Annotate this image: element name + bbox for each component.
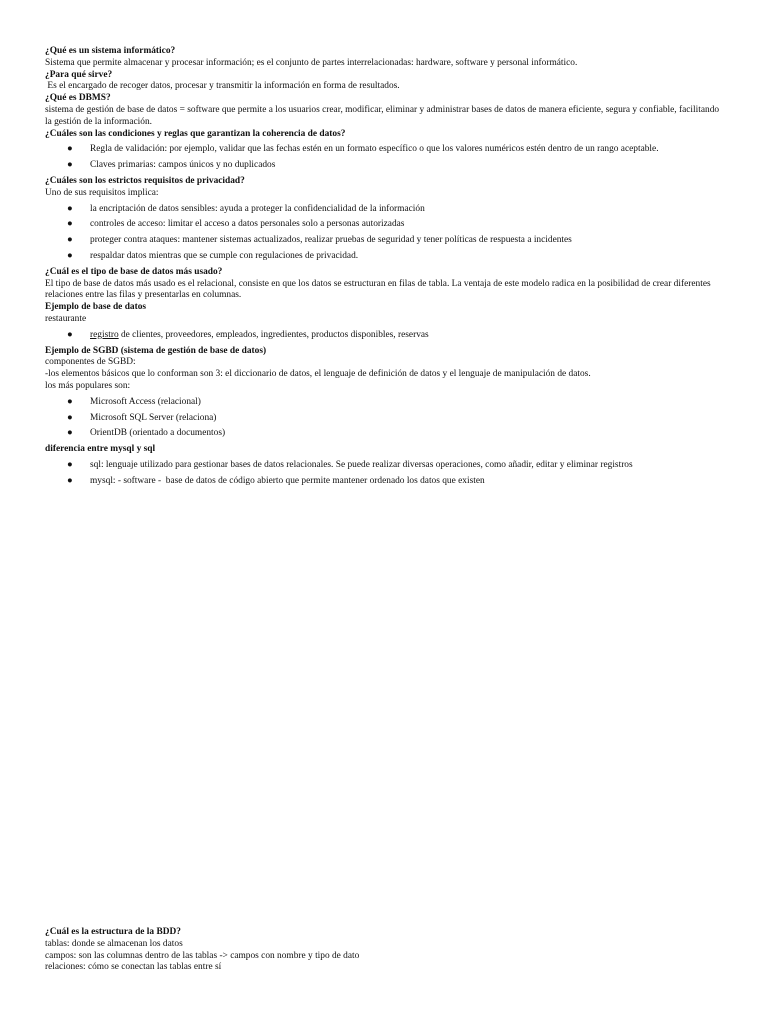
- list-ejemplo-base-datos: [45, 330, 725, 342]
- underlined-word: registro: [90, 329, 119, 340]
- bullet-icon: ●: [67, 203, 73, 214]
- list-item: ● registro de clientes, proveedores, empleados, ingredientes, productos disponibles, reservas: [67, 329, 429, 340]
- list-item: ● sql: lenguaje utilizado para gestionar bases de datos relacionales. Se puede realizar diversas operaciones, como añadir, editar y eliminar registros: [67, 459, 633, 470]
- document-footer-section: [45, 927, 725, 974]
- text-dbms: sistema de gestión de base de datos = software que permite a los usuarios crear, modificar, eliminar y administrar bases de datos de manera eficiente, segura y confiable, facilitando la gestión de la información.: [45, 104, 720, 127]
- text-estructura-campos: campos: son las columnas dentro de las tablas -> campos con nombre y tipo de dato: [45, 950, 360, 961]
- list-item: ● proteger contra ataques: mantener sistemas actualizados, realizar pruebas de seguridad y tener políticas de respuesta a incidentes: [67, 235, 572, 246]
- list-item: ● Regla de validación: por ejemplo, validar que las fechas estén en un formato específico o que los valores numéricos estén dentro de un rango aceptable.: [67, 144, 659, 155]
- bullet-icon: ●: [67, 235, 73, 246]
- list-item: ● Microsoft SQL Server (relaciona): [67, 412, 217, 423]
- heading-sistema-informatico: ¿Qué es un sistema informático?: [45, 46, 176, 56]
- heading-coherencia-datos: ¿Cuáles son las condiciones y reglas que garantizan la coherencia de datos?: [45, 128, 346, 139]
- bullet-icon: ●: [67, 160, 73, 171]
- text-tipo-base-datos: El tipo de base de datos más usado es el relacional, consiste en que los datos se estructuran en filas de tabla. La ventaja de este modelo radica en la posibilidad de crear diferentes relaciones entre las filas y presentarlas en columnas.: [45, 278, 711, 301]
- list-coherencia: [45, 144, 725, 172]
- bullet-icon: ●: [67, 459, 73, 470]
- heading-ejemplo-sgbd: Ejemplo de SGBD (sistema de gestión de base de datos): [45, 345, 267, 356]
- list-item: ● respaldar datos mientras que se cumple con regulaciones de privacidad.: [67, 250, 359, 261]
- bullet-icon: ●: [67, 250, 73, 261]
- heading-ejemplo-base-datos: Ejemplo de base de datos: [45, 302, 147, 313]
- heading-dbms: ¿Qué es DBMS?: [45, 93, 111, 104]
- list-sgbd: [45, 397, 725, 440]
- bullet-icon: ●: [67, 219, 73, 230]
- text-sgbd-populares: los más populares son:: [45, 380, 131, 391]
- text-sgbd-componentes: componentes de SGBD:: [45, 357, 136, 368]
- bullet-icon: ●: [67, 144, 73, 155]
- bullet-icon: ●: [67, 475, 73, 486]
- text-sgbd-elementos: -los elementos básicos que lo conforman son 3: el diccionario de datos, el lenguaje de definición de datos y el lenguaje de manipulación de datos.: [45, 369, 591, 380]
- heading-mysql-sql: diferencia entre mysql y sql: [45, 444, 156, 455]
- bullet-icon: ●: [67, 396, 73, 407]
- heading-estructura-bdd: ¿Cuál es la estructura de la BDD?: [45, 927, 181, 937]
- bullet-icon: ●: [67, 428, 73, 439]
- list-mysql-sql: [45, 460, 725, 488]
- bullet-icon: ●: [67, 329, 73, 340]
- text-para-que-sirve: Es el encargado de recoger datos, procesar y transmitir la información en forma de resultados.: [45, 81, 400, 92]
- text-privacidad-intro: Uno de sus requisitos implica:: [45, 187, 159, 198]
- heading-privacidad: ¿Cuáles son los estrictos requisitos de privacidad?: [45, 175, 245, 186]
- list-item: ● Microsoft Access (relacional): [67, 396, 201, 407]
- list-item: ● mysql: - software - base de datos de código abierto que permite mantener ordenado los datos que existen: [67, 475, 485, 486]
- list-item: ● Claves primarias: campos únicos y no duplicados: [67, 160, 276, 171]
- list-item: ● controles de acceso: limitar el acceso a datos personales solo a personas autorizadas: [67, 219, 405, 230]
- text-sistema-informatico: Sistema que permite almacenar y procesar información; es el conjunto de partes interrelacionadas: hardware, software y personal informático.: [45, 57, 578, 68]
- bullet-icon: ●: [67, 412, 73, 423]
- list-item: ● la encriptación de datos sensibles: ayuda a proteger la confidencialidad de la información: [67, 203, 425, 214]
- list-item: ● OrientDB (orientado a documentos): [67, 428, 226, 439]
- heading-para-que-sirve: ¿Para qué sirve?: [45, 69, 113, 80]
- list-privacidad: [45, 204, 725, 263]
- document-body: [45, 46, 725, 492]
- text-estructura-tablas: tablas: donde se almacenan los datos: [45, 938, 183, 949]
- heading-tipo-base-datos: ¿Cuál es el tipo de base de datos más usado?: [45, 266, 223, 277]
- text-estructura-relaciones: relaciones: cómo se conectan las tablas entre sí: [45, 962, 222, 973]
- text-ejemplo-base-datos: restaurante: [45, 313, 87, 324]
